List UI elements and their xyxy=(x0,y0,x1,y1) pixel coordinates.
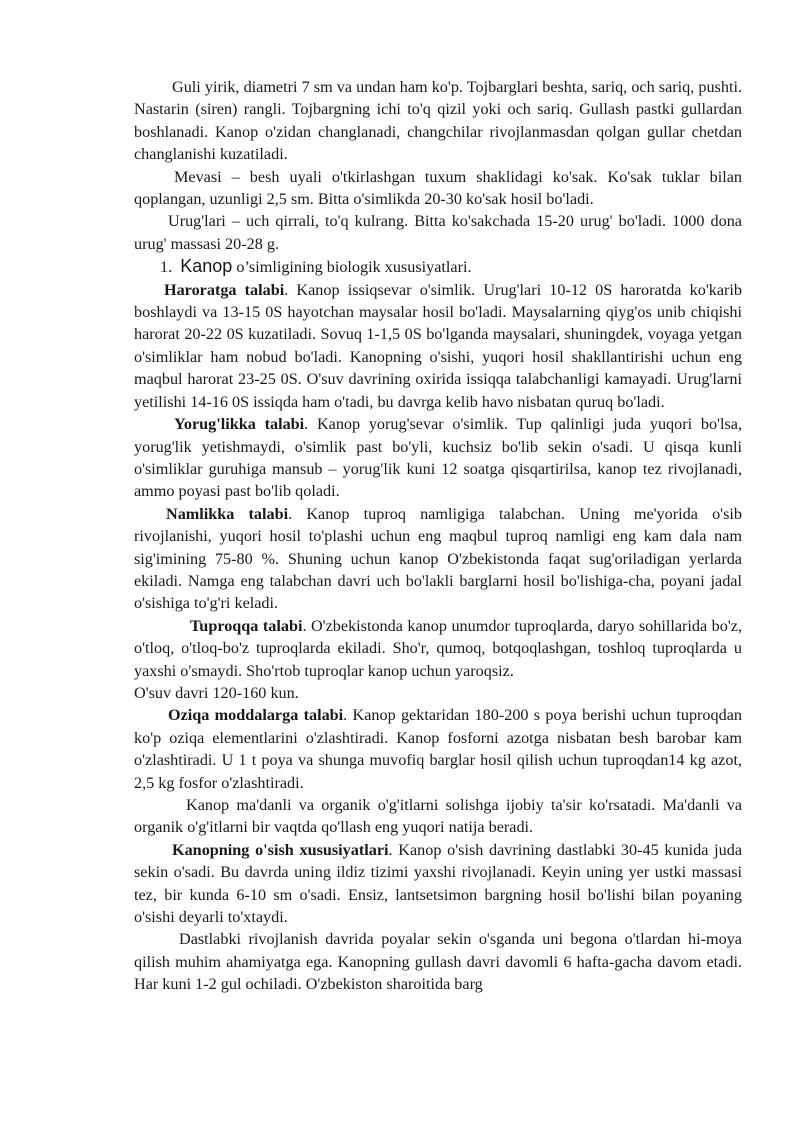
paragraph-temperature xyxy=(134,279,742,413)
paragraph-light xyxy=(134,413,742,503)
paragraph-moisture xyxy=(134,503,742,615)
heading-word: Kanop xyxy=(180,256,233,277)
soil-title: Tuproqqa talabi xyxy=(190,616,303,635)
nutrients-text: . Kanop gektaridan 180-200 s poya berishi uchun tuproqdan ko'p oziqa elementlarini o'zlashtiradi. Kanop fosforni azotga nisbatan besh barobar kam o'zlashtiradi. U 1 t poya va shunga muvofiq barglar hosil qilish uchun tuproqdan14 kg azot, 2,5 kg fosfor o'zlashtiradi. xyxy=(134,706,742,792)
light-title: Yorug'likka talabi xyxy=(174,415,305,434)
soil-text: . O'zbekistonda kanop unumdor tuproqlarda, daryo sohillarida bo'z, o'tloq, o'tloq-bo'z tuproqlarda ekiladi. Sho'r, qumoq, botqoqlashgan, toshloq tuproqlarda u yaxshi o'smaydi. Sho'rtob tuproqlar kanop uchun yaroqsiz. xyxy=(134,616,742,680)
moisture-text: . Kanop tuproq namligiga talabchan. Uning me'yorida o'sib rivojlanishi, yuqori hosil to'plashi uchun eng maqbul tuproq namligi eng kam dala nam sig'imining 75-80 %. Shuning uchun kanop O'zbekistonda faqat sug'oriladigan yerlarda ekiladi. Namga eng talabchan davri uch bo'lakli barglarni hosil bo'lishiga-cha, poyani jadal o'sishiga to'g'ri keladi. xyxy=(134,504,742,613)
moisture-title: Namlikka talabi xyxy=(166,504,289,523)
paragraph-growth xyxy=(134,839,742,929)
document-page xyxy=(134,76,742,996)
section-heading xyxy=(134,255,742,278)
nutrients-title: Oziqa moddalarga talabi xyxy=(168,706,344,725)
paragraph-flower: Guli yirik, diametri 7 sm va undan ham ko'p. Tojbarglari beshta, sariq, och sariq, pushti. Nastarin (siren) rangli. Tojbargning ichi to'q qizil yoki och sariq. Gullash pastki gullardan boshlanadi. Kanop o'zidan changlanadi, changchilar rivojlanmasdan qolgan gullar chetdan changlanishi kuzatiladi. xyxy=(134,78,742,164)
paragraph-nutrients xyxy=(134,704,742,794)
list-number: 1. xyxy=(160,258,173,277)
heading-rest: o’simligining biologik xususiyatlari. xyxy=(232,258,472,277)
paragraph-soil xyxy=(134,615,742,682)
paragraph-fertilizer: Kanop ma'danli va organik o'g'itlarni solishga ijobiy ta'sir ko'rsatadi. Ma'danli va organik o'g'itlarni bir vaqtda qo'llash eng yuqori natija beradi. xyxy=(134,796,742,837)
temperature-title: Haroratga talabi xyxy=(164,280,285,299)
growth-title: Kanopning o'sish xususiyatlari xyxy=(172,840,389,859)
paragraph-fruit: Mevasi – besh uyali o'tkirlashgan tuxum shaklidagi ko'sak. Ko'sak tuklar bilan qoplangan, uzunligi 2,5 sm. Bitta o'simlikda 20-30 ko'sak hosil bo'ladi. xyxy=(134,167,742,209)
temperature-text: . Kanop issiqsevar o'simlik. Urug'lari 10-12 0S haroratda ko'karib boshlaydi va 13-15 0S hayotchan maysalar hosil bo'ladi. Maysalarning qiyg'os unib chiqishi harorat 20-22 0S kuzatiladi. Sovuq 1-1,5 0S bo'lganda maysalari, shuningdek, voyaga yetgan o'simliklar ham nobud bo'ladi. Kanopning o'sishi, yuqori hosil shakllantirishi uchun eng maqbul harorat 23-25 0S. O'suv davrining oxirida issiqqa talabchanligi kamayadi. Urug'larni yetilishi 14-16 0S issiqda ham o'tadi, bu davrga kelib havo nisbatan quruq bo'ladi. xyxy=(134,280,742,411)
paragraph-growing-period: O'suv davri 120-160 kun. xyxy=(134,683,299,702)
paragraph-seeds: Urug'lari – uch qirrali, to'q kulrang. Bitta ko'sakchada 15-20 urug' bo'ladi. 1000 dona urug' massasi 20-28 g. xyxy=(134,212,742,253)
light-text: . Kanop yorug'sevar o'simlik. Tup qalinligi juda yuqori bo'lsa, yorug'lik yetishmaydi, o'simlik past bo'yli, kuchsiz bo'lib sekin o'sadi. U qisqa kunli o'simliklar guruhiga mansub – yorug'lik kuni 12 soatga qisqartirilsa, kanop tez rivojlanadi, ammo poyasi past bo'lib qoladi. xyxy=(134,415,742,501)
growth-text: . Kanop o'sish davrining dastlabki 30-45 kunida juda sekin o'sadi. Bu davrda uning ildiz tizimi yaxshi rivojlanadi. Keyin uning yer ustki massasi tez, bir kunda 6-10 sm o'sadi. Ensiz, lantsetsimon bargning hosil bo'lishi bilan poyaning o'sishi deyarli to'xtaydi. xyxy=(134,840,743,927)
paragraph-final: Dastlabki rivojlanish davrida poyalar sekin o'sganda uni begona o'tlardan hi-moya qilish muhim ahamiyatga ega. Kanopning gullash davri davomli 6 hafta-gacha davom etadi. Har kuni 1-2 gul ochiladi. O'zbekiston sharoitida barg xyxy=(134,930,742,994)
